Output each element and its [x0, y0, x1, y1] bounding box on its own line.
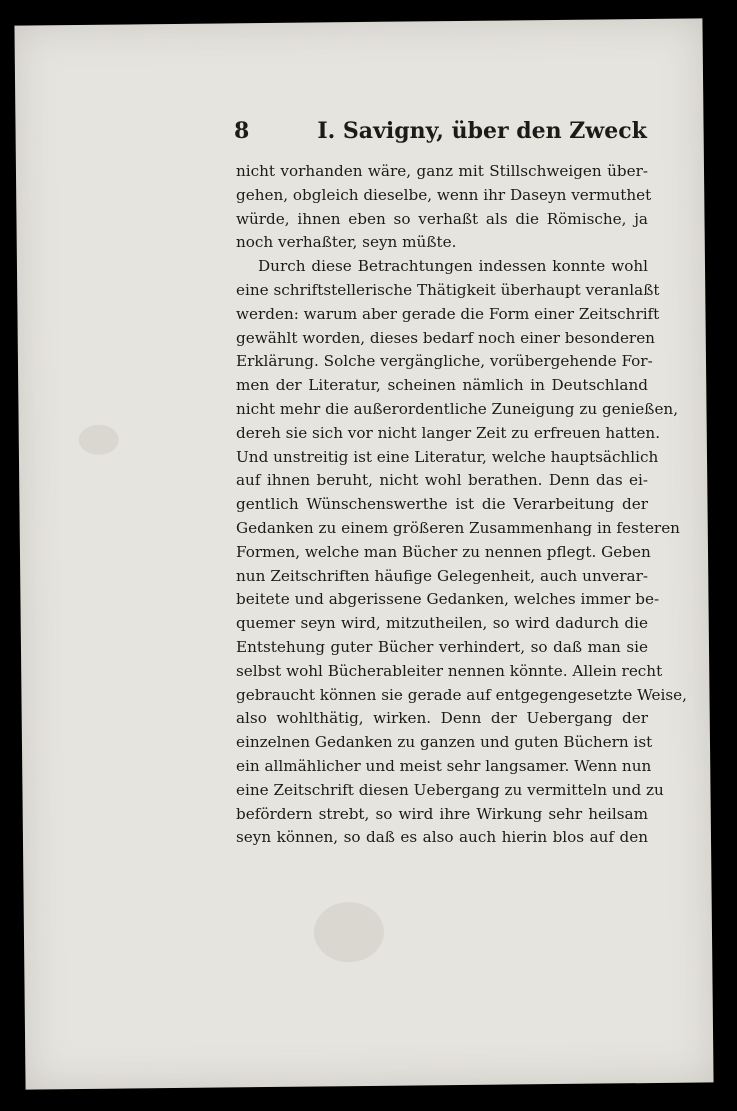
text-line: nicht vorhanden wäre, ganz mit Stillschweigen über- — [236, 162, 648, 180]
text-line: auf ihnen beruht, nicht wohl berathen. Denn das ei- — [236, 471, 648, 490]
text-line: Entstehung guter Bücher verhindert, so daß man sie — [236, 637, 648, 656]
text-line: beitete und abgerissene Gedanken, welches immer be- — [236, 590, 660, 609]
text-line: selbst wohl Bücherableiter nennen könnte. Allein recht — [236, 661, 663, 680]
text-line: gehen, obgleich dieselbe, wenn ihr Daseyn vermuthet — [236, 185, 652, 204]
body-text — [236, 160, 687, 850]
text-line: Und unstreitig ist eine Literatur, welche hauptsächlich — [236, 447, 659, 466]
text-line: noch verhaßter, seyn müßte. — [236, 233, 457, 252]
text-line: gentlich Wünschenswerthe ist die Verarbeitung der — [236, 495, 648, 514]
text-line: men der Literatur, scheinen nämlich in Deutschland — [236, 376, 648, 395]
running-header — [234, 118, 674, 144]
text-line: gebraucht können sie gerade auf entgegengesetzte Weise, — [236, 685, 687, 704]
text-line: Formen, welche man Bücher zu nennen pflegt. Geben — [236, 542, 651, 561]
text-line: nicht mehr die außerordentliche Zuneigung zu genießen, — [236, 399, 679, 418]
text-line: werden: warum aber gerade die Form einer Zeitschrift — [236, 304, 660, 323]
text-line: einzelnen Gedanken zu ganzen und guten Büchern ist — [236, 733, 653, 752]
text-line: würde, ihnen eben so verhaßt als die Römische, ja — [236, 209, 648, 228]
paper-stain — [79, 425, 119, 455]
running-title: I. Savigny, über den Zweck — [317, 118, 647, 144]
text-line: quemer seyn wird, mitzutheilen, so wird dadurch die — [236, 614, 648, 633]
text-line: also wohlthätig, wirken. Denn der Uebergang der — [236, 709, 648, 728]
text-line: seyn können, so daß es also auch hierin blos auf den — [236, 828, 648, 847]
text-line: gewählt worden, dieses bedarf noch einer besonderen — [236, 328, 655, 347]
text-line: ein allmählicher und meist sehr langsamer. Wenn nun — [236, 756, 652, 775]
text-line: eine Zeitschrift diesen Uebergang zu vermitteln und zu — [236, 780, 664, 799]
text-line: dereh sie sich vor nicht langer Zeit zu erfreuen hatten. — [236, 423, 661, 442]
text-line: Gedanken zu einem größeren Zusammenhang in festeren — [236, 518, 680, 537]
text-line: Erklärung. Solche vergängliche, vorübergehende For- — [236, 352, 653, 371]
page-number: 8 — [234, 118, 250, 144]
text-line: Durch diese Betrachtungen indessen konnte wohl — [258, 257, 648, 276]
text-line: nun Zeitschriften häufige Gelegenheit, auch unverar- — [236, 566, 648, 585]
paper-stain — [314, 902, 385, 963]
text-line: befördern strebt, so wird ihre Wirkung sehr heilsam — [236, 804, 648, 823]
text-line: eine schriftstellerische Thätigkeit überhaupt veranlaßt — [236, 280, 660, 299]
